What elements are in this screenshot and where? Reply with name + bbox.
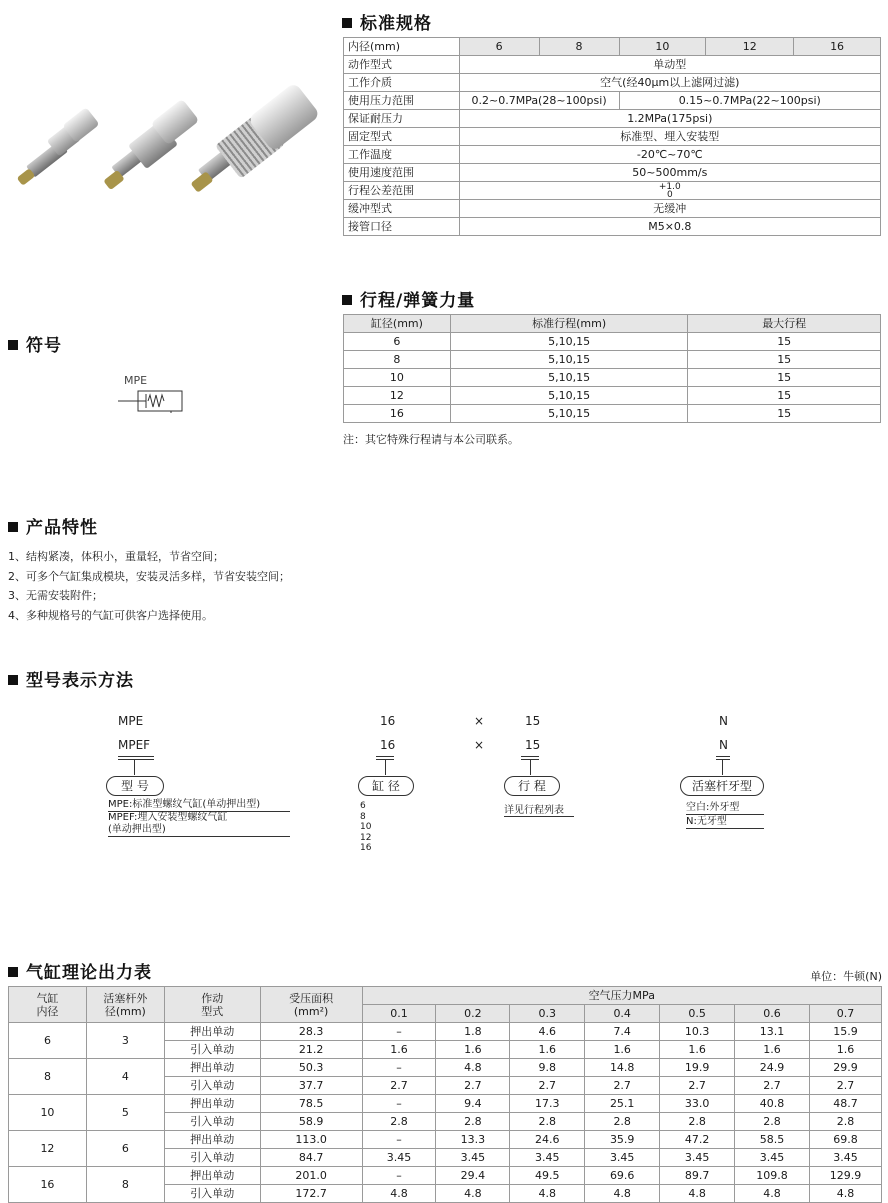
thread-desc <box>686 801 764 829</box>
symbol-section-title <box>8 331 62 356</box>
stroke-cell: 5,10,15 <box>450 369 688 387</box>
force-action-cell: 押出单动 <box>164 1059 260 1077</box>
stroke-cell: 16 <box>344 405 451 423</box>
force-value-cell: 2.8 <box>362 1113 436 1131</box>
stroke-row <box>344 351 881 369</box>
force-value-cell: 2.7 <box>660 1077 735 1095</box>
spec-title-text: 标准规格 <box>360 14 432 34</box>
force-title-text: 气缸理论出力表 <box>26 963 152 983</box>
force-area-cell: 78.5 <box>260 1095 362 1113</box>
force-rod-cell: 6 <box>86 1131 164 1167</box>
pill-stroke: 行 程 <box>504 776 560 796</box>
pressure-cell: 0.6 <box>735 1005 810 1023</box>
force-value-cell: 2.8 <box>735 1113 810 1131</box>
stroke-header-cell: 缸径(mm) <box>344 315 451 333</box>
force-value-cell: 47.2 <box>660 1131 735 1149</box>
pressure-cell: 0.5 <box>660 1005 735 1023</box>
square-bullet-icon <box>8 967 18 977</box>
spec-table <box>343 37 881 236</box>
force-value-cell: 17.3 <box>510 1095 585 1113</box>
square-bullet-icon <box>8 675 18 685</box>
force-table <box>8 986 882 1203</box>
force-value-cell: – <box>362 1059 436 1077</box>
model-code-times: × <box>474 738 485 752</box>
force-action-cell: 引入单动 <box>164 1113 260 1131</box>
model-code-bore: 16 <box>380 714 396 728</box>
force-value-cell: 3.45 <box>660 1149 735 1167</box>
pressure-cell: 0.7 <box>809 1005 881 1023</box>
stroke-row <box>344 405 881 423</box>
pressure-cell: 0.3 <box>510 1005 585 1023</box>
force-value-cell: – <box>362 1167 436 1185</box>
spec-value: 空气(经40μm以上滤网过滤) <box>459 74 880 92</box>
force-value-cell: 48.7 <box>809 1095 881 1113</box>
force-value-cell: 4.8 <box>436 1185 510 1203</box>
force-value-cell: 4.8 <box>436 1059 510 1077</box>
product-photo <box>8 80 328 210</box>
force-value-cell: 9.8 <box>510 1059 585 1077</box>
spec-label: 使用速度范围 <box>344 164 460 182</box>
spec-value: 单动型 <box>459 56 880 74</box>
spec-label: 使用压力范围 <box>344 92 460 110</box>
stroke-cell: 15 <box>688 333 881 351</box>
stroke-cell: 15 <box>688 351 881 369</box>
force-value-cell: 2.8 <box>809 1113 881 1131</box>
spec-header-cell: 8 <box>539 38 619 56</box>
force-rod-cell: 5 <box>86 1095 164 1131</box>
force-value-cell: 1.6 <box>436 1041 510 1059</box>
force-value-cell: – <box>362 1131 436 1149</box>
model-code-stroke: 15 <box>525 738 541 752</box>
force-unit: 单位：牛顿(N) <box>810 970 882 983</box>
features-title-text: 产品特性 <box>26 518 98 538</box>
spec-row <box>344 182 881 200</box>
stroke-cell: 5,10,15 <box>450 351 688 369</box>
force-area-cell: 84.7 <box>260 1149 362 1167</box>
force-value-cell: 24.9 <box>735 1059 810 1077</box>
model-code-stroke: 15 <box>525 714 541 728</box>
force-value-cell: 4.6 <box>510 1023 585 1041</box>
force-action-cell: 引入单动 <box>164 1077 260 1095</box>
spec-value: 0.15~0.7MPa(22~100psi) <box>619 92 880 110</box>
spec-header-cell: 16 <box>794 38 881 56</box>
force-value-cell: 7.4 <box>585 1023 660 1041</box>
force-row <box>9 1131 882 1149</box>
stroke-header-cell: 标准行程(mm) <box>450 315 688 333</box>
stroke-section-title <box>342 286 475 311</box>
spec-value: 无缓冲 <box>459 200 880 218</box>
force-value-cell: 3.45 <box>510 1149 585 1167</box>
force-action-cell: 引入单动 <box>164 1149 260 1167</box>
force-value-cell: 89.7 <box>660 1167 735 1185</box>
spec-value: -20℃~70℃ <box>459 146 880 164</box>
force-value-cell: 3.45 <box>362 1149 436 1167</box>
stroke-cell: 15 <box>688 405 881 423</box>
force-value-cell: 49.5 <box>510 1167 585 1185</box>
force-area-cell: 21.2 <box>260 1041 362 1059</box>
stroke-cell: 10 <box>344 369 451 387</box>
spec-row <box>344 200 881 218</box>
force-value-cell: 3.45 <box>585 1149 660 1167</box>
force-value-cell: 129.9 <box>809 1167 881 1185</box>
force-area-cell: 50.3 <box>260 1059 362 1077</box>
force-action-cell: 引入单动 <box>164 1041 260 1059</box>
cylinder-small-image <box>16 100 106 200</box>
model-underline <box>118 756 154 757</box>
square-bullet-icon <box>342 18 352 28</box>
feature-item: 1、结构紧凑，体积小，重量轻，节省空间； <box>8 550 224 563</box>
spec-label: 行程公差范围 <box>344 182 460 200</box>
model-code-times: × <box>474 714 485 728</box>
force-value-cell: 40.8 <box>735 1095 810 1113</box>
spec-value: M5×0.8 <box>459 218 880 236</box>
pressure-cell: 0.4 <box>585 1005 660 1023</box>
thread-desc-line: N:无牙型 <box>686 815 764 829</box>
force-value-cell: 2.7 <box>585 1077 660 1095</box>
stroke-cell: 6 <box>344 333 451 351</box>
force-value-cell: 10.3 <box>660 1023 735 1041</box>
spec-label: 接管口径 <box>344 218 460 236</box>
spec-row <box>344 74 881 92</box>
model-underline <box>716 759 730 760</box>
bore-option: 16 <box>360 843 372 853</box>
force-value-cell: 33.0 <box>660 1095 735 1113</box>
force-value-cell: 1.8 <box>436 1023 510 1041</box>
spec-label: 保证耐压力 <box>344 110 460 128</box>
force-bore-cell: 16 <box>9 1167 87 1203</box>
force-header-action: 作动 型式 <box>164 987 260 1023</box>
stroke-header-row <box>344 315 881 333</box>
model-connector <box>530 759 531 775</box>
force-value-cell: 3.45 <box>436 1149 510 1167</box>
force-value-cell: 2.7 <box>510 1077 585 1095</box>
thread-desc-line: 空白:外牙型 <box>686 801 764 815</box>
spec-label: 动作型式 <box>344 56 460 74</box>
spec-row <box>344 146 881 164</box>
model-connector <box>722 759 723 775</box>
type-desc <box>108 799 290 837</box>
pill-bore: 缸 径 <box>358 776 414 796</box>
model-code-thread: N <box>719 738 728 752</box>
spec-row <box>344 110 881 128</box>
model-code-type: MPEF <box>118 738 151 752</box>
feature-item: 4、多种规格号的气缸可供客户选择使用。 <box>8 609 213 622</box>
spec-header-cell: 10 <box>619 38 706 56</box>
bore-list <box>360 801 371 854</box>
force-section-title <box>8 958 152 983</box>
force-area-cell: 201.0 <box>260 1167 362 1185</box>
force-value-cell: 2.8 <box>585 1113 660 1131</box>
stroke-table <box>343 314 881 423</box>
force-rod-cell: 8 <box>86 1167 164 1203</box>
force-value-cell: 13.1 <box>735 1023 810 1041</box>
spec-value: 标准型、埋入安装型 <box>459 128 880 146</box>
force-action-cell: 押出单动 <box>164 1023 260 1041</box>
force-value-cell: 29.4 <box>436 1167 510 1185</box>
force-value-cell: – <box>362 1095 436 1113</box>
stroke-row <box>344 387 881 405</box>
force-value-cell: 1.6 <box>660 1041 735 1059</box>
spec-value: 0.2~0.7MPa(28~100psi) <box>459 92 619 110</box>
force-value-cell: 24.6 <box>510 1131 585 1149</box>
force-value-cell: 2.7 <box>362 1077 436 1095</box>
force-row <box>9 1167 882 1185</box>
force-value-cell: 2.8 <box>660 1113 735 1131</box>
force-header-pressure: 空气压力MPa <box>362 987 881 1005</box>
force-value-cell: 9.4 <box>436 1095 510 1113</box>
force-area-cell: 58.9 <box>260 1113 362 1131</box>
model-code-type: MPE <box>118 714 144 728</box>
type-desc-line: (单动押出型) <box>108 824 290 837</box>
force-value-cell: 3.45 <box>735 1149 810 1167</box>
force-value-cell: 4.8 <box>362 1185 436 1203</box>
model-connector <box>385 759 386 775</box>
force-bore-cell: 12 <box>9 1131 87 1167</box>
force-value-cell: 4.8 <box>585 1185 660 1203</box>
stroke-note: 注：其它特殊行程请与本公司联系。 <box>343 433 519 446</box>
pill-thread: 活塞杆牙型 <box>680 776 764 796</box>
force-action-cell: 押出单动 <box>164 1095 260 1113</box>
spec-row <box>344 56 881 74</box>
force-value-cell: 69.8 <box>809 1131 881 1149</box>
force-bore-cell: 8 <box>9 1059 87 1095</box>
force-value-cell: 4.8 <box>660 1185 735 1203</box>
bore-option: 12 <box>360 832 372 843</box>
spec-label: 工作温度 <box>344 146 460 164</box>
force-value-cell: 2.7 <box>735 1077 810 1095</box>
stroke-cell: 8 <box>344 351 451 369</box>
feature-item: 3、无需安装附件； <box>8 589 103 602</box>
stroke-header-cell: 最大行程 <box>688 315 881 333</box>
force-area-cell: 28.3 <box>260 1023 362 1041</box>
force-value-cell: 2.7 <box>436 1077 510 1095</box>
force-value-cell: 2.7 <box>809 1077 881 1095</box>
force-value-cell: 13.3 <box>436 1131 510 1149</box>
spec-section-title <box>342 9 432 34</box>
force-value-cell: 15.9 <box>809 1023 881 1041</box>
force-value-cell: 19.9 <box>660 1059 735 1077</box>
force-value-cell: 4.8 <box>735 1185 810 1203</box>
type-desc-line: MPE:标准型螺纹气缸(单动押出型) <box>108 799 290 812</box>
force-value-cell: 2.8 <box>436 1113 510 1131</box>
model-connector <box>134 759 135 775</box>
force-value-cell: 29.9 <box>809 1059 881 1077</box>
stroke-row <box>344 369 881 387</box>
cylinder-symbol-icon <box>118 389 184 413</box>
stroke-cell: 5,10,15 <box>450 405 688 423</box>
stroke-cell: 15 <box>688 369 881 387</box>
model-section-title <box>8 666 134 691</box>
force-action-cell: 押出单动 <box>164 1131 260 1149</box>
force-header-area: 受压面积 (mm²) <box>260 987 362 1023</box>
model-code-bore: 16 <box>380 738 396 752</box>
stroke-desc: 详见行程列表 <box>504 801 574 817</box>
force-header-row <box>9 987 882 1005</box>
square-bullet-icon <box>342 295 352 305</box>
force-value-cell: 1.6 <box>735 1041 810 1059</box>
force-rod-cell: 4 <box>86 1059 164 1095</box>
pill-type: 型 号 <box>106 776 164 796</box>
spec-row <box>344 164 881 182</box>
stroke-cell: 12 <box>344 387 451 405</box>
force-row <box>9 1023 882 1041</box>
cylinder-large-image <box>190 80 330 205</box>
pressure-cell: 0.1 <box>362 1005 436 1023</box>
model-title-text: 型号表示方法 <box>26 671 134 691</box>
model-underline <box>376 756 394 757</box>
force-value-cell: 109.8 <box>735 1167 810 1185</box>
symbol-title-text: 符号 <box>26 336 62 356</box>
force-value-cell: 4.8 <box>809 1185 881 1203</box>
pressure-cell: 0.2 <box>436 1005 510 1023</box>
spec-header-row <box>344 38 881 56</box>
spec-row <box>344 218 881 236</box>
force-bore-cell: 10 <box>9 1095 87 1131</box>
force-value-cell: 1.6 <box>362 1041 436 1059</box>
force-value-cell: 58.5 <box>735 1131 810 1149</box>
force-action-cell: 押出单动 <box>164 1167 260 1185</box>
force-value-cell: 1.6 <box>510 1041 585 1059</box>
force-value-cell: 1.6 <box>809 1041 881 1059</box>
force-bore-cell: 6 <box>9 1023 87 1059</box>
spec-header-cell: 内径(mm) <box>344 38 460 56</box>
stroke-cell: 15 <box>688 387 881 405</box>
force-value-cell: 1.6 <box>585 1041 660 1059</box>
type-desc-line: MPEF:埋入安装型螺纹气缸 <box>108 812 228 823</box>
features-section-title <box>8 513 98 538</box>
force-value-cell: 4.8 <box>510 1185 585 1203</box>
spec-label: 工作介质 <box>344 74 460 92</box>
force-action-cell: 引入单动 <box>164 1185 260 1203</box>
model-underline <box>716 756 730 757</box>
force-value-cell: 35.9 <box>585 1131 660 1149</box>
stroke-cell: 5,10,15 <box>450 333 688 351</box>
model-underline <box>118 759 154 760</box>
force-area-cell: 37.7 <box>260 1077 362 1095</box>
bore-option: 6 <box>360 801 366 811</box>
tolerance-upper: +1.0 <box>658 181 681 192</box>
spec-row <box>344 92 881 110</box>
square-bullet-icon <box>8 340 18 350</box>
force-row <box>9 1059 882 1077</box>
stroke-row <box>344 333 881 351</box>
force-body <box>9 1023 882 1203</box>
force-value-cell: 2.8 <box>510 1113 585 1131</box>
force-rod-cell: 3 <box>86 1023 164 1059</box>
force-value-cell: 25.1 <box>585 1095 660 1113</box>
spec-header-cell: 12 <box>706 38 794 56</box>
feature-item: 2、可多个气缸集成模块，安装灵活多样，节省安装空间； <box>8 570 290 583</box>
force-area-cell: 172.7 <box>260 1185 362 1203</box>
symbol-label: MPE <box>124 374 148 387</box>
force-value-cell: 69.6 <box>585 1167 660 1185</box>
model-underline <box>521 756 539 757</box>
stroke-cell: 5,10,15 <box>450 387 688 405</box>
spec-header-cell: 6 <box>459 38 539 56</box>
spec-row <box>344 128 881 146</box>
tolerance-lower: 0 <box>666 189 673 200</box>
force-row <box>9 1095 882 1113</box>
model-code-thread: N <box>719 714 728 728</box>
spec-tolerance <box>459 182 880 200</box>
spec-label: 缓冲型式 <box>344 200 460 218</box>
bore-option: 8 <box>360 811 366 822</box>
force-value-cell: 3.45 <box>809 1149 881 1167</box>
force-value-cell: – <box>362 1023 436 1041</box>
force-value-cell: 14.8 <box>585 1059 660 1077</box>
force-header-bore: 气缸 内径 <box>9 987 87 1023</box>
force-header-rod: 活塞杆外 径(mm) <box>86 987 164 1023</box>
bore-option: 10 <box>360 822 372 832</box>
stroke-title-text: 行程/弹簧力量 <box>360 291 476 311</box>
force-area-cell: 113.0 <box>260 1131 362 1149</box>
spec-value: 50~500mm/s <box>459 164 880 182</box>
spec-value: 1.2MPa(175psi) <box>459 110 880 128</box>
spec-label: 固定型式 <box>344 128 460 146</box>
square-bullet-icon <box>8 522 18 532</box>
